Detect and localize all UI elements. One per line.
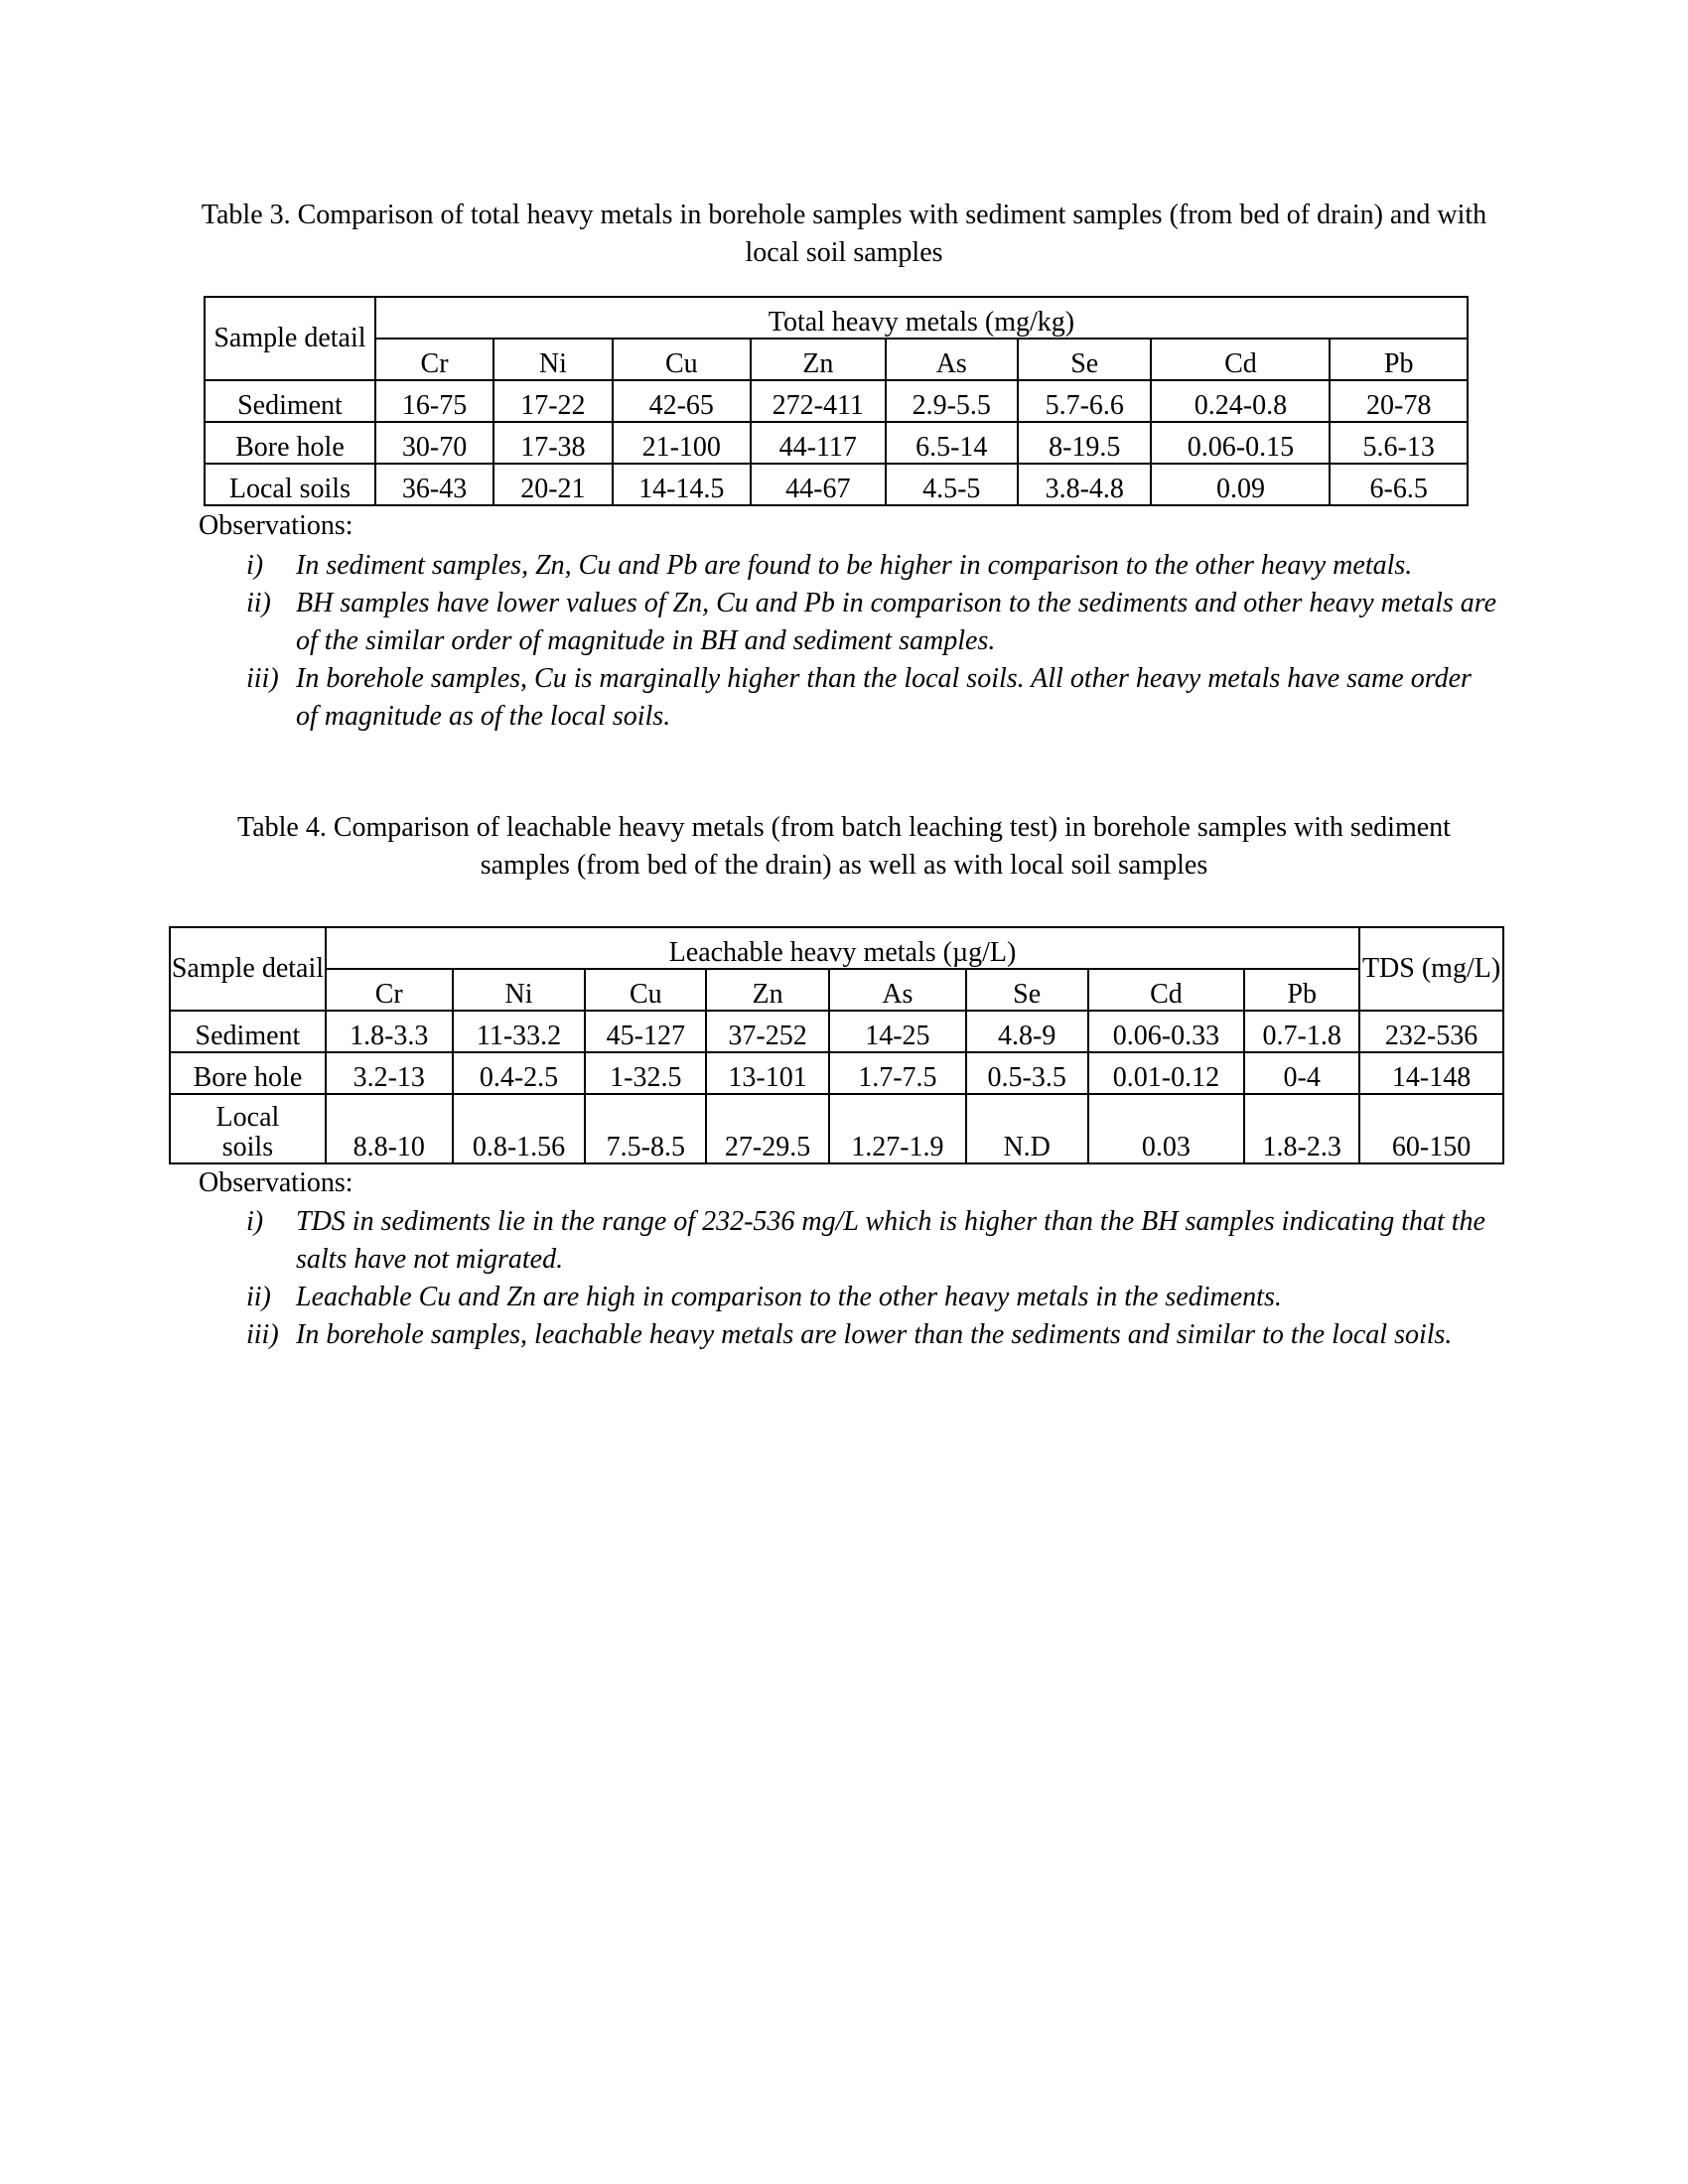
table-cell-tds: 232-536 [1359, 1011, 1503, 1052]
table4-group-header: Leachable heavy metals (µg/L) [326, 927, 1359, 969]
table-cell: N.D [966, 1094, 1088, 1163]
table4-col-header: Pb [1244, 969, 1359, 1011]
table-cell: 0.24-0.8 [1151, 380, 1330, 422]
table-cell: 14-14.5 [613, 464, 752, 505]
list-item-number: ii) [246, 588, 271, 618]
list-item-text: BH samples have lower values of Zn, Cu and Pb in comparison to the sediments and other heavy metals are of the similar order of magnitude in BH and sediment samples. [296, 588, 1497, 656]
table-cell: 42-65 [613, 380, 752, 422]
table-cell: 3.2-13 [326, 1052, 453, 1094]
list-item [238, 547, 1499, 585]
list-item-text: In sediment samples, Zn, Cu and Pb are found to be higher in comparison to the other heavy metals. [296, 550, 1413, 581]
table4-observations-list [238, 1203, 1499, 1354]
table-cell: 5.7-6.6 [1018, 380, 1151, 422]
table-cell: 13-101 [706, 1052, 829, 1094]
table-cell: 21-100 [613, 422, 752, 464]
table4-col-header: Cu [585, 969, 706, 1011]
table-cell: 45-127 [585, 1011, 706, 1052]
table-cell: 0.8-1.56 [453, 1094, 586, 1163]
table-cell: 1.27-1.9 [829, 1094, 966, 1163]
table-cell: 0.03 [1088, 1094, 1245, 1163]
table3-col-header: Zn [751, 339, 885, 380]
table-row [170, 1011, 1503, 1052]
table-cell: 20-21 [493, 464, 612, 505]
table4-col-header: Zn [706, 969, 829, 1011]
table3-group-header: Total heavy metals (mg/kg) [375, 297, 1468, 339]
table3-header-row-2 [205, 339, 1468, 380]
table4-col-header: Ni [453, 969, 586, 1011]
table3-col-header: Cu [613, 339, 752, 380]
table-cell: 8-19.5 [1018, 422, 1151, 464]
table3-col-header: Se [1018, 339, 1151, 380]
list-item [238, 585, 1499, 660]
table4-row-label: Sediment [170, 1011, 326, 1052]
table3-row-header: Sample detail [205, 297, 375, 380]
table3-row-label: Local soils [205, 464, 375, 505]
table-cell: 0.7-1.8 [1244, 1011, 1359, 1052]
list-item-number: iii) [246, 1319, 279, 1350]
table3-header-row-1 [205, 297, 1468, 339]
table-cell: 8.8-10 [326, 1094, 453, 1163]
table-row [170, 1094, 1503, 1163]
table-row [205, 380, 1468, 422]
list-item-text: In borehole samples, Cu is marginally higher than the local soils. All other heavy metals have same order of magnitude as of the local soils. [296, 663, 1472, 732]
list-item-number: ii) [246, 1282, 271, 1312]
table3-col-header: Cd [1151, 339, 1330, 380]
table3-row-label: Bore hole [205, 422, 375, 464]
table-cell: 6-6.5 [1330, 464, 1468, 505]
table4-row-header: Sample detail [170, 927, 326, 1011]
list-item [238, 1316, 1499, 1354]
table-cell: 1.7-7.5 [829, 1052, 966, 1094]
table-cell: 1.8-3.3 [326, 1011, 453, 1052]
table-cell: 4.8-9 [966, 1011, 1088, 1052]
table4-tds-header: TDS (mg/L) [1359, 927, 1503, 1011]
table3-caption: Table 3. Comparison of total heavy metals in borehole samples with sediment samples (from bed of drain) and with local soil samples [201, 200, 1487, 268]
table3-col-header: Ni [493, 339, 612, 380]
table-cell: 0.06-0.15 [1151, 422, 1330, 464]
table-cell: 20-78 [1330, 380, 1468, 422]
table3-observations-title: Observations: [199, 510, 353, 541]
table3 [204, 296, 1469, 506]
table4-col-header: Se [966, 969, 1088, 1011]
table-cell: 14-25 [829, 1011, 966, 1052]
list-item-text: Leachable Cu and Zn are high in comparison to the other heavy metals in the sediments. [296, 1282, 1282, 1312]
table3-col-header: Cr [375, 339, 493, 380]
table4-col-header: Cd [1088, 969, 1245, 1011]
table4-caption: Table 4. Comparison of leachable heavy metals (from batch leaching test) in borehole samples with sediment samples (from bed of the drain) as well as with local soil samples [237, 812, 1451, 881]
table-cell: 1-32.5 [585, 1052, 706, 1094]
list-item [238, 1279, 1499, 1316]
table3-col-header: Pb [1330, 339, 1468, 380]
table-cell: 27-29.5 [706, 1094, 829, 1163]
table-cell: 36-43 [375, 464, 493, 505]
table4-header-row-1 [170, 927, 1503, 969]
table-cell: 0.01-0.12 [1088, 1052, 1245, 1094]
table3-observations-list [238, 547, 1499, 736]
table-cell: 0-4 [1244, 1052, 1359, 1094]
table-row [205, 464, 1468, 505]
table-cell: 5.6-13 [1330, 422, 1468, 464]
table-cell: 17-38 [493, 422, 612, 464]
list-item [238, 660, 1499, 736]
table-cell: 7.5-8.5 [585, 1094, 706, 1163]
table-cell: 6.5-14 [886, 422, 1018, 464]
list-item-number: iii) [246, 663, 279, 694]
table4-observations-title: Observations: [199, 1167, 353, 1198]
table4-col-header: As [829, 969, 966, 1011]
table-cell: 30-70 [375, 422, 493, 464]
table-cell: 2.9-5.5 [886, 380, 1018, 422]
table3-col-header: As [886, 339, 1018, 380]
list-item-number: i) [246, 1206, 264, 1237]
table4-col-header: Cr [326, 969, 453, 1011]
table-cell: 4.5-5 [886, 464, 1018, 505]
table-row [205, 422, 1468, 464]
list-item-text: TDS in sediments lie in the range of 232-536 mg/L which is higher than the BH samples indicating that the salts have not migrated. [296, 1206, 1485, 1275]
table-cell-tds: 14-148 [1359, 1052, 1503, 1094]
table-row [170, 1052, 1503, 1094]
table3-row-label: Sediment [205, 380, 375, 422]
table-cell: 16-75 [375, 380, 493, 422]
table-cell: 11-33.2 [453, 1011, 586, 1052]
list-item [238, 1203, 1499, 1279]
list-item-number: i) [246, 550, 264, 581]
table4-header-row-2 [170, 969, 1503, 1011]
table4-row-label: Bore hole [170, 1052, 326, 1094]
table-cell: 37-252 [706, 1011, 829, 1052]
table-cell-tds: 60-150 [1359, 1094, 1503, 1163]
table-cell: 44-117 [751, 422, 885, 464]
table-cell: 0.09 [1151, 464, 1330, 505]
table-cell: 3.8-4.8 [1018, 464, 1151, 505]
table-cell: 0.5-3.5 [966, 1052, 1088, 1094]
list-item-text: In borehole samples, leachable heavy metals are lower than the sediments and similar to the local soils. [296, 1319, 1453, 1350]
table-cell: 0.06-0.33 [1088, 1011, 1245, 1052]
table-cell: 272-411 [751, 380, 885, 422]
table-cell: 1.8-2.3 [1244, 1094, 1359, 1163]
table4 [169, 926, 1504, 1164]
table-cell: 17-22 [493, 380, 612, 422]
table-cell: 44-67 [751, 464, 885, 505]
table-cell: 0.4-2.5 [453, 1052, 586, 1094]
table4-row-label: Local soils [170, 1094, 326, 1163]
